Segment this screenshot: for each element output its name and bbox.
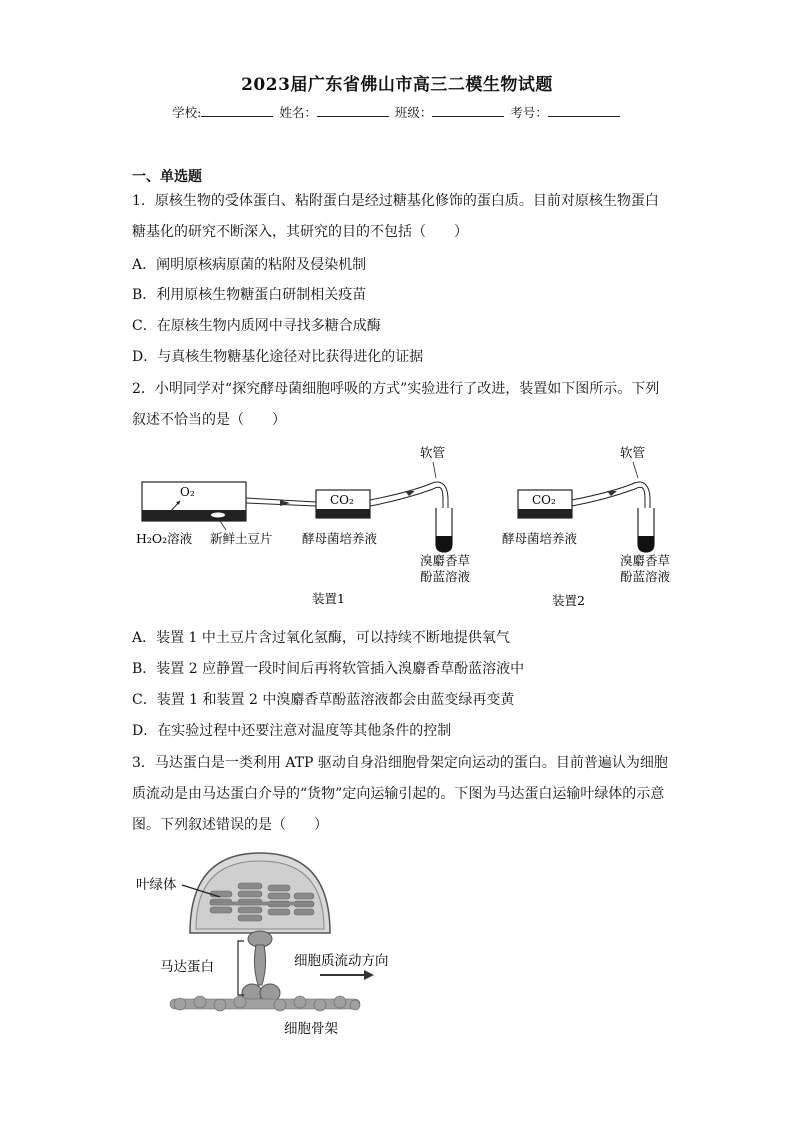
device1-caption: 装置1 [312,591,345,606]
flow-direction-arrow [364,970,374,980]
name-blank[interactable] [317,103,389,117]
soft-tube-label-1: 软管 [420,445,446,460]
class-label: 班级： [394,105,433,120]
student-info-row [0,103,794,121]
flow-direction-label: 细胞质流动方向 [294,953,389,969]
q3-stem-line3: 图。下列叙述错误的是（ ） [132,817,328,833]
q3-stem-line1: 3．马达蛋白是一类利用 ATP 驱动自身沿细胞骨架定向运动的蛋白。目前普遍认为细胞 [132,755,668,771]
q3-motor-protein-figure [130,845,430,1045]
page-title: 2023届广东省佛山市高三二模生物试题 [241,75,553,95]
q2-apparatus-figure [130,440,690,615]
potato-label: 新鲜土豆片 [210,531,273,546]
q2-option-a: A．装置 1 中土豆片含过氧化氢酶，可以持续不断地提供氧气 [132,630,510,646]
q2-option-b: B．装置 2 应静置一段时间后再将软管插入溴麝香草酚蓝溶液中 [132,661,525,677]
q1-option-c: C．在原核生物内质网中寻找多糖合成酶 [132,318,381,334]
potato-slice [211,513,225,518]
motor-protein-label: 马达蛋白 [160,959,214,975]
q1-stem-line2: 糖基化的研究不断深入，其研究的目的不包括（ ） [132,224,468,240]
q3-stem-line2: 质流动是由马达蛋白介导的“货物”定向运输引起的。下图为马达蛋白运输叶绿体的示意 [132,786,665,802]
q2-stem-line2: 叙述不恰当的是（ ） [132,412,286,428]
name-label: 姓名： [279,105,317,120]
yeast-label-1: 酵母菌培养液 [302,531,378,546]
co2-label-1: CO₂ [330,493,354,507]
school-blank[interactable] [201,103,273,117]
q2-option-d: D．在实验过程中还要注意对温度等其他条件的控制 [132,723,452,739]
class-blank[interactable] [432,103,504,117]
motor-protein [242,931,280,1002]
number-label: 考号： [510,105,548,120]
btb-label-1-line2: 酚蓝溶液 [420,569,471,584]
q1-option-d: D．与真核生物糖基化途径对比获得进化的证据 [132,349,424,365]
number-blank[interactable] [548,103,620,117]
o2-label: O₂ [180,485,195,499]
btb-label-2-line2: 酚蓝溶液 [620,569,671,584]
h2o2-solution [142,510,246,521]
q2-stem-line1: 2．小明同学对“探究酵母菌细胞呼吸的方式”实验进行了改进，装置如下图所示。下列 [132,381,660,397]
q1-option-b: B．利用原核生物糖蛋白研制相关疫苗 [132,287,367,303]
q1-stem-line1: 1．原核生物的受体蛋白、粘附蛋白是经过糖基化修饰的蛋白质。目前对原核生物蛋白 [132,193,659,209]
co2-label-2: CO₂ [532,493,556,507]
btb-label-1-line1: 溴麝香草 [420,553,471,568]
cytoskeleton-label: 细胞骨架 [284,1021,338,1037]
section-heading: 一、单选题 [132,169,202,185]
device2-caption: 装置2 [552,593,585,608]
h2o2-label: H₂O₂溶液 [136,531,193,546]
q2-option-c: C．装置 1 和装置 2 中溴麝香草酚蓝溶液都会由蓝变绿再变黄 [132,692,515,708]
school-label: 学校: [172,105,202,120]
chloroplast-label: 叶绿体 [136,877,177,893]
q1-option-a: A．阐明原核病原菌的粘附及侵染机制 [132,257,367,273]
btb-label-2-line1: 溴麝香草 [620,553,671,568]
yeast-label-2: 酵母菌培养液 [502,531,578,546]
soft-tube-label-2: 软管 [620,445,646,460]
